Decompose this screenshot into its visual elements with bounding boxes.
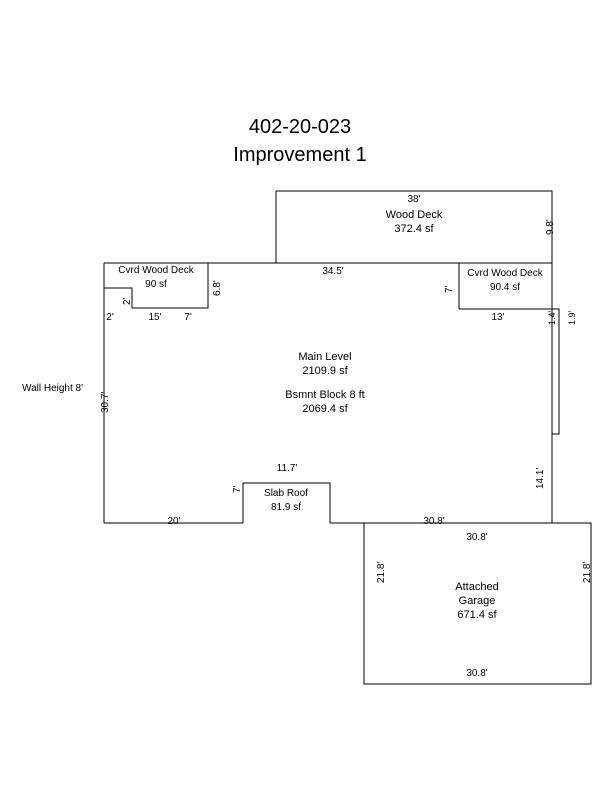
area-label-cvrd-wood-deck-right bbox=[467, 267, 542, 295]
area-size-main-level: 2109.9 sf bbox=[302, 365, 348, 377]
dim-cvrd-left-bottom-a: 2' bbox=[106, 312, 114, 323]
right-notch-outline bbox=[552, 309, 559, 434]
dim-garage-right: 21.8' bbox=[582, 561, 593, 583]
page-title-parcel-id: 402-20-023 bbox=[248, 116, 352, 138]
dim-slab-roof-left: 7' bbox=[232, 485, 243, 493]
dim-wood-deck-right: 9.8' bbox=[545, 219, 556, 235]
dim-main-bottom-right: 30.8' bbox=[423, 516, 445, 527]
dim-wood-deck-top: 38' bbox=[407, 194, 421, 205]
dim-main-bottom-left: 20' bbox=[167, 516, 181, 527]
area-name-main-level: Main Level bbox=[298, 351, 352, 363]
dim-cvrd-left-bottom-b: 15' bbox=[148, 312, 162, 323]
dim-garage-bottom: 30.8' bbox=[466, 668, 488, 679]
area-label-wood-deck bbox=[386, 208, 443, 236]
area-size-cvrd-wood-deck-left: 90 sf bbox=[145, 279, 167, 290]
page-title-improvement: Improvement 1 bbox=[233, 144, 367, 166]
area-name-basement: Bsmnt Block 8 ft bbox=[285, 389, 365, 401]
area-name-attached-garage-line2: Garage bbox=[458, 595, 496, 607]
area-name-slab-roof: Slab Roof bbox=[264, 488, 308, 499]
dim-garage-left: 21.8' bbox=[376, 561, 387, 583]
dim-cvrd-right-left-side: 7' bbox=[444, 285, 455, 293]
area-label-slab-roof bbox=[264, 487, 308, 515]
dim-cvrd-left-right-side: 6.8' bbox=[212, 280, 223, 296]
area-name-attached-garage-line1: Attached bbox=[455, 581, 499, 593]
dim-main-right-lower: 14.1' bbox=[535, 467, 546, 489]
area-name-wood-deck: Wood Deck bbox=[385, 209, 443, 221]
area-size-slab-roof: 81.9 sf bbox=[270, 502, 302, 513]
dim-slab-roof-top: 11.7' bbox=[276, 463, 298, 474]
dim-garage-top: 30.8' bbox=[466, 532, 488, 543]
area-size-wood-deck: 372.4 sf bbox=[394, 223, 434, 235]
dim-main-top: 34.5' bbox=[322, 266, 344, 277]
area-label-main-level bbox=[285, 350, 364, 416]
area-size-basement: 2069.4 sf bbox=[302, 403, 348, 415]
area-size-attached-garage: 671.4 sf bbox=[457, 609, 497, 621]
area-name-cvrd-wood-deck-right: Cvrd Wood Deck bbox=[467, 268, 543, 279]
dim-right-notch-a: 1.4' bbox=[547, 310, 557, 325]
area-label-cvrd-wood-deck-left bbox=[118, 264, 193, 292]
dim-cvrd-left-bottom-c: 7' bbox=[184, 312, 192, 323]
dim-right-notch-b: 1.9' bbox=[567, 310, 577, 325]
dim-cvrd-right-bottom: 13' bbox=[491, 312, 505, 323]
area-label-attached-garage bbox=[455, 580, 498, 622]
dim-main-left: 30.7' bbox=[100, 391, 111, 413]
wall-height-note: Wall Height 8' bbox=[22, 383, 84, 394]
area-name-cvrd-wood-deck-left: Cvrd Wood Deck bbox=[118, 265, 194, 276]
area-size-cvrd-wood-deck-right: 90.4 sf bbox=[489, 282, 521, 293]
dim-cvrd-left-small: 2' bbox=[122, 297, 133, 305]
